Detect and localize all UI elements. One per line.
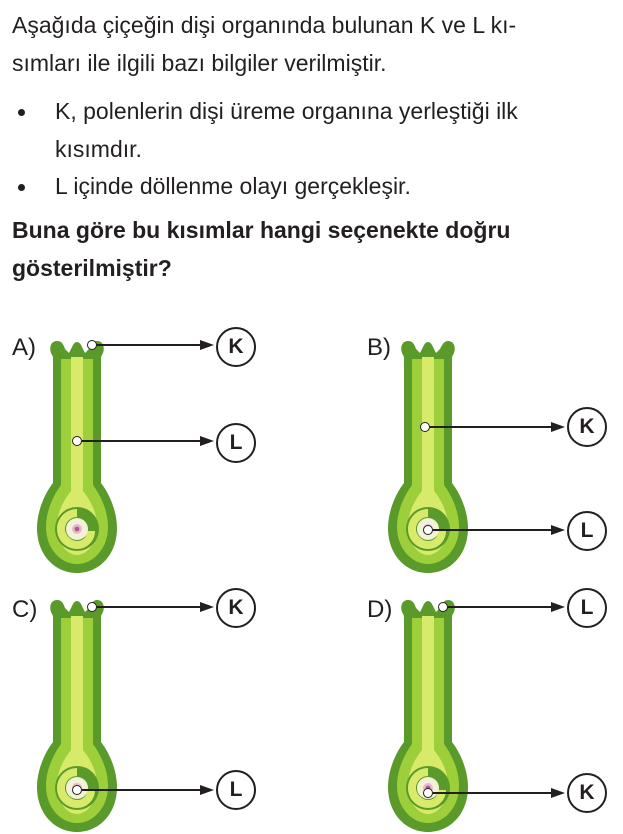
arrow-head-icon xyxy=(200,785,214,795)
question-line-2: gösterilmiştir? xyxy=(12,255,172,281)
tag-circle-k: K xyxy=(567,407,607,447)
bullet-item-2 xyxy=(12,167,612,205)
tag-circle-k: K xyxy=(567,773,607,813)
question-line-1: Buna göre bu kısımlar hangi seçenekte doğru xyxy=(12,217,511,243)
arrow-line xyxy=(97,606,201,608)
pointer-dot xyxy=(423,525,433,535)
tag-circle-l: L xyxy=(216,770,256,810)
bullet-2-line-1: L içinde döllenme olayı gerçekleşir. xyxy=(55,173,411,199)
pointer-dot xyxy=(438,602,448,612)
option-label: C) xyxy=(12,596,38,623)
arrow-head-icon xyxy=(551,602,565,612)
arrow-head-icon xyxy=(551,422,565,432)
arrow-line xyxy=(82,789,201,791)
arrow-head-icon xyxy=(200,340,214,350)
arrow-line xyxy=(448,606,552,608)
tag-circle-l: L xyxy=(567,511,607,551)
tag-circle-l: L xyxy=(216,423,256,463)
pointer-dot xyxy=(87,340,97,350)
arrow-line xyxy=(97,344,201,346)
arrow-head-icon xyxy=(200,436,214,446)
bullet-dot-icon xyxy=(18,184,25,191)
arrow-head-icon xyxy=(551,525,565,535)
pointer-dot xyxy=(87,602,97,612)
pointer-dot xyxy=(72,436,82,446)
pointer-dot xyxy=(423,788,433,798)
bullet-dot-icon xyxy=(18,109,25,116)
option-label: D) xyxy=(367,596,393,623)
arrow-line xyxy=(82,440,201,442)
bullet-1-line-1: K, polenlerin dişi üreme organına yerleştiği ilk xyxy=(55,98,518,124)
arrow-line xyxy=(433,792,552,794)
tag-circle-k: K xyxy=(216,327,256,367)
pointer-dot xyxy=(420,422,430,432)
arrow-head-icon xyxy=(200,602,214,612)
option-label: B) xyxy=(367,334,391,361)
arrow-line xyxy=(430,426,552,428)
arrow-head-icon xyxy=(551,788,565,798)
pistil-figure xyxy=(388,333,468,575)
arrow-line xyxy=(433,529,552,531)
pistil-figure xyxy=(37,592,117,834)
option-label: A) xyxy=(12,334,36,361)
intro-text xyxy=(12,6,612,82)
bullet-item-1 xyxy=(12,92,612,168)
pointer-dot xyxy=(72,785,82,795)
intro-line-1: Aşağıda çiçeğin dişi organında bulunan K ve L kı- xyxy=(12,12,517,38)
pistil-figure xyxy=(37,333,117,575)
intro-line-2: sımları ile ilgili bazı bilgiler verilmiştir. xyxy=(12,50,387,76)
question-text xyxy=(12,211,617,287)
bullet-1-line-2: kısımdır. xyxy=(55,136,142,162)
tag-circle-l: L xyxy=(567,588,607,628)
tag-circle-k: K xyxy=(216,588,256,628)
